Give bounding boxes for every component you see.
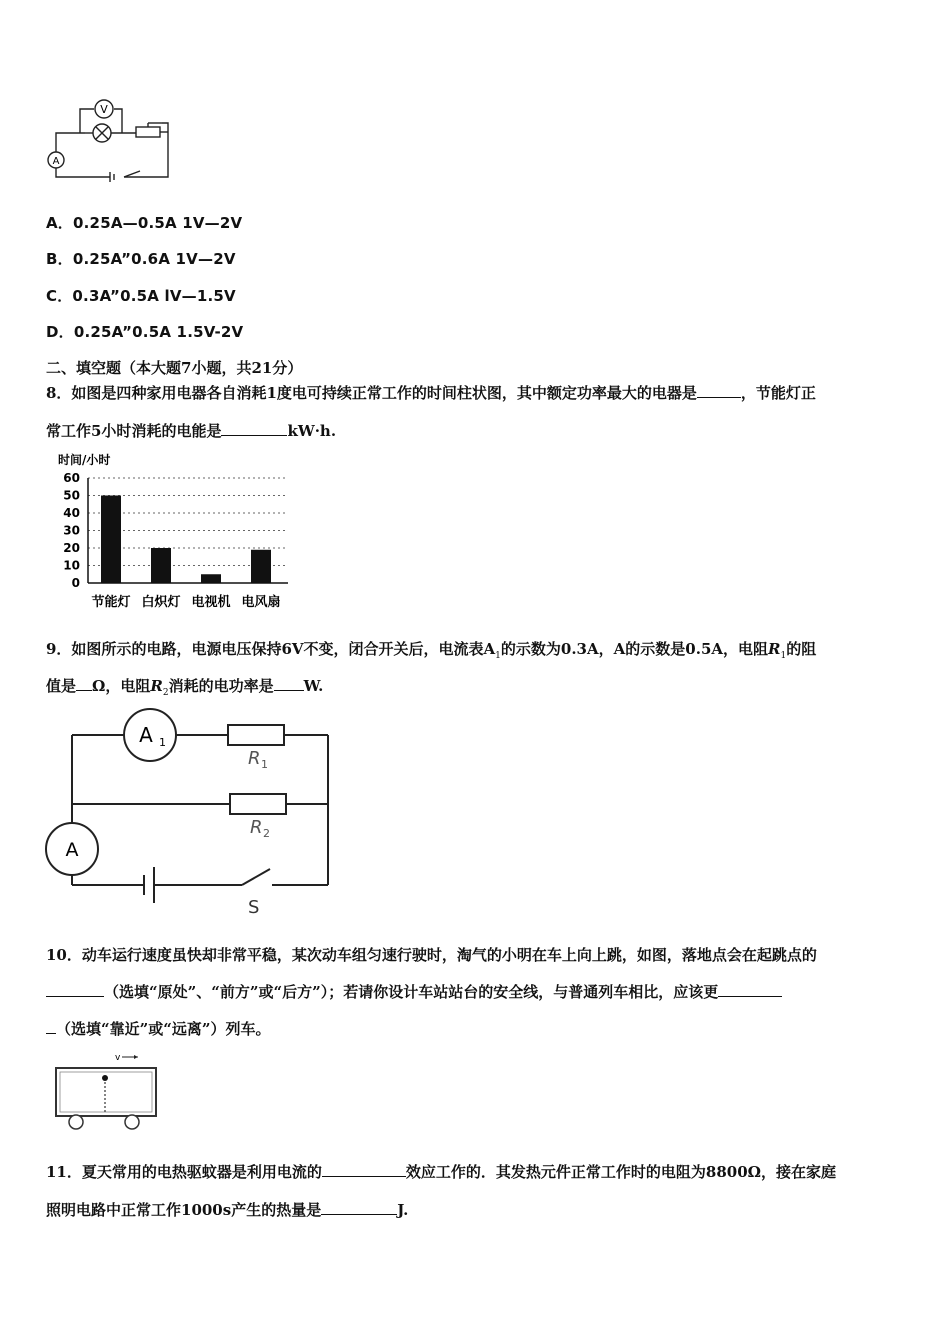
q8-text-d: kW·h.: [287, 422, 337, 440]
q8-text-a: 8．如图是四种家用电器各自消耗1度电可持续正常工作的时间柱状图，其中额定功率最大的电器是: [46, 384, 697, 402]
q9-blank-2: [274, 676, 304, 691]
switch-label: S: [248, 897, 260, 918]
q10-blank-1: [46, 982, 104, 997]
q9-a1: A: [483, 640, 496, 658]
option-c: [46, 285, 236, 306]
r2-label: R: [250, 817, 263, 838]
ammeter-icon: [48, 152, 64, 168]
ammeter-a-icon: [46, 823, 98, 875]
resistor-r1-icon: [228, 725, 284, 771]
r1-sub: 1: [261, 758, 268, 771]
chart-bar: [151, 548, 171, 583]
ammeter-label: A: [52, 156, 60, 167]
q10-text-b: （选填“原处”、“前方”或“后方”）；若请你设计车站站台的安全线，与普通列车相比，应该更: [104, 983, 719, 1001]
wheel-icon: [125, 1115, 139, 1129]
q9-text-f: Ω，电阻: [92, 677, 151, 695]
q9-a: A: [613, 640, 626, 658]
option-a: [46, 212, 242, 233]
q11-blank-1: [322, 1162, 406, 1177]
q10-line2: [46, 981, 782, 1002]
option-letter: C．: [46, 287, 73, 305]
q10-blank-3: [46, 1019, 56, 1034]
voltmeter-label: V: [100, 103, 108, 116]
chart-x-label: 白炽灯: [141, 595, 181, 610]
chart-bar: [251, 550, 271, 583]
chart-y-tick: 10: [63, 558, 80, 573]
chart-x-label: 节能灯: [91, 595, 131, 610]
q9-a1-sub: 1: [495, 651, 501, 661]
q8-text-c: 常工作5小时消耗的电能是: [46, 422, 222, 440]
q8-blank-1: [697, 383, 741, 398]
resistor-r2-icon: [230, 794, 286, 840]
q11-text-c: 照明电路中正常工作1000s产生的热量是: [46, 1201, 322, 1219]
chart-y-tick: 20: [63, 541, 80, 555]
lamp-icon: [93, 124, 111, 142]
q9-text-c: 的示数是0.5A，电阻: [625, 640, 769, 658]
q11-line1: [46, 1161, 836, 1182]
option-d: [46, 321, 243, 342]
q10-text-c: （选填“靠近”或“远离”）列车。: [56, 1020, 271, 1038]
chart-y-label: 时间/小时: [58, 453, 111, 467]
r2-sub: 2: [263, 827, 270, 840]
q10-line1: 10．动车运行速度虽快却非常平稳，某次动车组匀速行驶时，淘气的小明在车上向上跳，如图，落地点会在起跳点的: [46, 946, 817, 964]
person-icon: [102, 1075, 108, 1081]
q11-blank-2: [321, 1200, 397, 1215]
q11-text-d: J.: [397, 1201, 409, 1219]
q8-bar-chart: [48, 448, 308, 616]
wheel-icon: [69, 1115, 83, 1129]
a1-label: A: [139, 723, 153, 747]
q8-line2: [46, 420, 336, 441]
q9-r1: R: [768, 640, 781, 658]
q9-r2: R: [150, 677, 163, 695]
q9-text-e: 值是: [46, 677, 77, 695]
option-text: 0.25A”0.6A 1V—2V: [72, 250, 236, 268]
ammeter-a1-icon: [124, 709, 176, 761]
chart-bar: [201, 574, 221, 583]
chart-bar: [101, 496, 121, 584]
a1-sub: 1: [159, 736, 166, 749]
q9-blank-1: [76, 676, 92, 691]
a-label: A: [65, 839, 79, 861]
chart-y-tick: 0: [71, 576, 80, 590]
voltmeter-icon: [95, 100, 113, 118]
velocity-label: v: [115, 1053, 121, 1063]
q10-blank-2: [718, 982, 782, 997]
q9-line1: [46, 638, 816, 661]
q9-text-b: 的示数为0.3A，: [500, 640, 614, 658]
q10-line3: [46, 1018, 271, 1039]
q9-text-a: 9．如图所示的电路，电源电压保持6V不变，闭合开关后，电流表: [46, 640, 484, 658]
q11-text-a: 11．夏天常用的电热驱蚊器是利用电流的: [46, 1163, 322, 1181]
q9-text-d: 的阻: [786, 640, 817, 658]
q11-text-b: 效应工作的．其发热元件正常工作时的电阻为8800Ω，接在家庭: [405, 1163, 836, 1181]
q11-line2: [46, 1199, 408, 1220]
r1-label: R: [248, 748, 261, 769]
option-text: 0.25A”0.5A 1.5V-2V: [73, 323, 244, 341]
q9-text-g: 消耗的电功率是: [168, 677, 274, 695]
q8-blank-2: [221, 421, 287, 436]
option-text: 0.3A”0.5A lV—1.5V: [72, 287, 236, 305]
chart-x-label: 电视机: [191, 595, 231, 610]
q9-text-h: W.: [303, 677, 324, 695]
option-text: 0.25A—0.5A 1V—2V: [73, 214, 243, 232]
option-letter: A．: [46, 214, 74, 232]
q9-r2-sub: 2: [162, 688, 169, 698]
chart-y-tick: 50: [63, 488, 80, 503]
q8-line1: [46, 382, 816, 403]
option-b: [46, 248, 236, 269]
q7-circuit-figure: [40, 95, 180, 187]
section-title: 二、填空题（本大题7小题，共21分）: [46, 359, 303, 377]
option-letter: B．: [46, 250, 73, 268]
option-letter: D．: [46, 323, 74, 341]
chart-x-label: 电风扇: [241, 595, 281, 610]
q9-circuit-figure: [40, 705, 340, 925]
q9-r1-sub: 1: [780, 651, 787, 661]
q10-train-figure: [48, 1048, 168, 1134]
chart-y-tick: 40: [63, 506, 80, 520]
chart-y-tick: 30: [63, 523, 80, 538]
chart-y-tick: 60: [63, 471, 80, 485]
q9-line2: [46, 675, 323, 698]
q8-text-b: ，节能灯正: [740, 384, 816, 402]
